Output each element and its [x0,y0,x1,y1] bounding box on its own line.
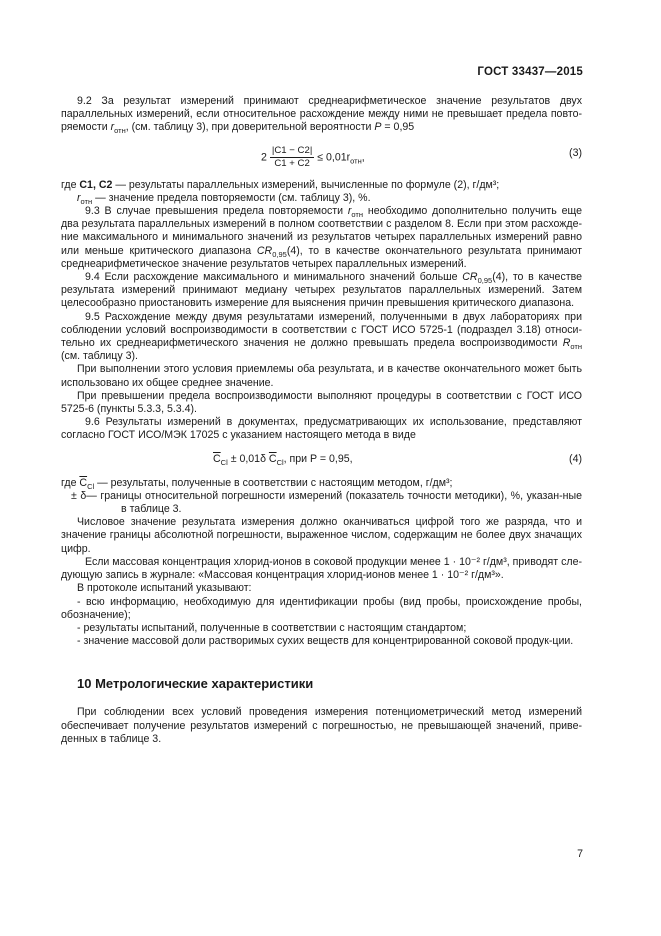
document-body [61,95,582,746]
list-item: - значение массовой доли растворимых сухих веществ для концентрированной соковой продук-ции. [77,635,574,648]
paragraph-numeric-value: Числовое значение результата измерения должно оканчиваться цифрой того же разряда, что и значение границы абсолютной погрешности, выраженное числом, содержащим не более двух значащих цифр. [61,516,582,555]
formula-3-fraction: $\frac{|C1 - C2|}{C1 + C2}$ [271,144,313,169]
formula-4-expression: $\overline{C}_{Cl} \pm 0,01\delta$ $\overline{C}_{Cl}$, при P = 0,95, [213,452,353,467]
formula-4-number: (4) [569,452,582,465]
formula-3 [61,135,582,179]
where-list-2-line-1: где $\overline{C}_{Cl}$ — результаты, полученные в соответствии с настоящим методом, г/дм³; [61,476,453,491]
section-10-heading: 10 Метрологические характеристики [77,676,314,692]
paragraph-9-6: 9.6 Результаты измерений в документах, предусматривающих их использование, представляют согласно ГОСТ ИСО/МЭК 17025 с указанием настоящего метода в виде [61,416,582,442]
paragraph-exceed: При превышении предела воспроизводимости выполняют процедуры в соответствии с ГОСТ ИСО 5725-6 (пункты 5.3.3, 5.3.4). [61,389,582,416]
formula-4 [61,443,582,477]
list-item: - всю информацию, необходимую для идентификации пробы (вид пробы, происхождение пробы, обозначение); [61,595,582,621]
paragraph-chloride: Если массовая концентрация хлорид-ионов в соковой продукции менее 1 · 10⁻² г/дм³, приводят сле-дующую запись в журнале: «Массовая концентрация хлорид-ионов менее 1 · 10⁻² г/дм³». [61,555,582,582]
document-code: ГОСТ 33437—2015 [477,66,583,78]
list-item: - результаты испытаний, полученные в соответствии с настоящим стандартом; [77,621,467,634]
formula-3-number: (3) [569,146,582,159]
paragraph-9-2: 9.2 За результат измерений принимают среднеарифметическое значение результатов двух параллельных измерений, если относительное расхождение между ними не превышает предела повто-ряемости $r_{отн}$, (см. таблицу 3), при доверительной вероятности P = 0,95 [61,95,582,136]
paragraph-protocol: В протоколе испытаний указывают: [77,582,252,595]
paragraph-9-3: 9.3 В случае превышения предела повторяемости $r_{отн}$ необходимо дополнительно получить еще два результата параллельных измерений в полном соответствии с разделом 8. Если при этом расхожде-ние максимального и минимального значений из результатов четырех параллельных измерений равно или меньше критического диапазона $CR_{0,95}(4)$, то в качестве окончательного результата принимают среднеарифметическое значение результатов четырех параллельных измерений. [61,205,583,270]
page-number: 7 [577,848,583,860]
paragraph-acceptance: При выполнении этого условия приемлемы оба результата, и в качестве окончательного может быть использовано их общее среднее значение. [61,363,582,389]
paragraph-9-4: 9.4 Если расхождение максимального и минимального значений больше $CR_{0,95}(4)$, то в качестве результата измерений принимают медиану четырех результатов параллельных измерений. Затем целесообразно приостановить измерение для выяснения причин превышения критического диапазона. [61,271,582,310]
where-list-1-line-1: где C1, C2 — результаты параллельных измерений, вычисленные по формуле (2), г/дм³; [61,178,500,191]
paragraph-9-5: 9.5 Расхождение между двумя результатами измерений, полученными в двух лабораториях при соблюдении условий воспроизводимости в соответствии с ГОСТ ИСО 5725-1 (подраздел 3.18) относи-тельно их среднеарифметического значения не должно превышать предела воспроизводимости $R_{отн}$ (см. таблицу 3). [61,310,582,363]
where-list-1-line-2: $r_{отн}$ — значение предела повторяемости (см. таблицу 3), %. [77,191,371,206]
where-list-2-line-2: ± δ— границы относительной погрешности измерений (показатель точности методики), %, указан-ные в таблице 3. [71,489,582,516]
section-10-paragraph: При соблюдении всех условий проведения измерения потенциометрический метод измерений обеспечивает получение результатов измерений с погрешностью, не превышающей значений, приве-денных в таблице 3. [61,706,582,745]
formula-3-expression: 2 $\frac{|C1 - C2|}{C1 + C2}$ ≤ $0,01r_{отн}$, [261,144,365,169]
